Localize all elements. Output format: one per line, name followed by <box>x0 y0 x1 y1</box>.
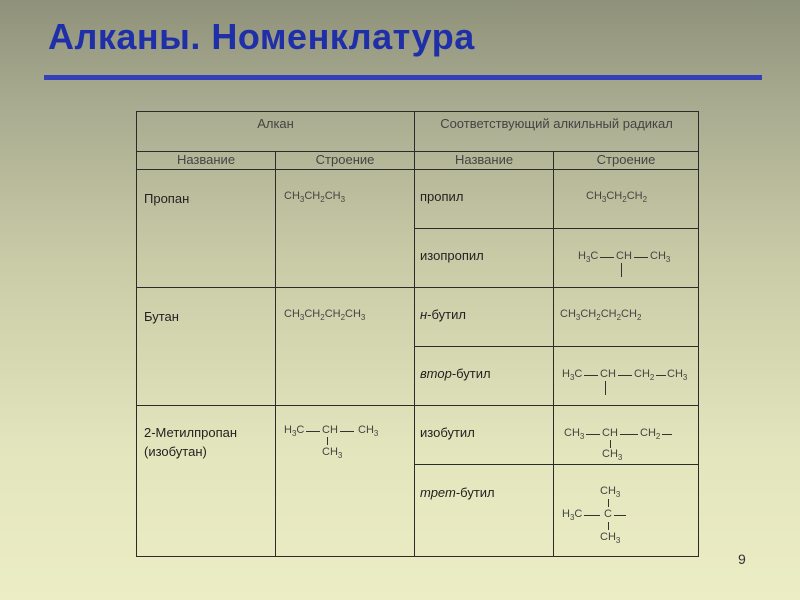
header-radical: Соответствующий алкильный радикал <box>415 112 699 152</box>
radical-name-isopropyl: изопропил <box>415 229 554 288</box>
slide-title: Алканы. Номенклатура <box>48 16 475 57</box>
radical-name-suffix: -бутил <box>451 366 491 382</box>
alkane-formula-butane: $CH_3CH_2CH_2CH_3$ <box>276 288 415 406</box>
subheader-radical-structure: Строение <box>554 151 699 169</box>
alkane-name-isobutane: 2-Метилпропан (изобутан) <box>137 406 276 557</box>
title-underline <box>44 75 762 80</box>
radical-formula-isobutyl: $CH_3$ CH $CH_2$ $CH_3$ <box>554 406 699 465</box>
radical-formula-n-butyl: $CH_3CH_2CH_2CH_2$ <box>554 288 699 347</box>
radical-name-n-butyl <box>415 288 554 347</box>
prefix-n: н <box>420 307 428 323</box>
page-number: 9 <box>738 551 746 567</box>
radical-name-suffix: -бутил <box>427 307 466 323</box>
radical-name-sec-butyl <box>415 347 554 406</box>
alkane-name-propane: Пропан <box>137 170 276 288</box>
subheader-alkane-name: Название <box>137 151 276 169</box>
radical-formula-propyl: $CH_3CH_2CH_2$ <box>554 170 699 229</box>
alkane-formula-isobutane: $H_3C$ CH $CH_3$ $CH_3$ <box>276 406 415 557</box>
subheader-radical-name: Название <box>415 151 554 169</box>
radical-formula-tert-butyl: $CH_3$ $H_3C$ C $CH_3$ <box>554 465 699 557</box>
radical-name-propyl: пропил <box>415 170 554 229</box>
alkane-name-butane: Бутан <box>137 288 276 406</box>
radical-name-suffix: -бутил <box>455 485 495 501</box>
radical-name-isobutyl: изобутил <box>415 406 554 465</box>
radical-name-tert-butyl <box>415 465 554 557</box>
radical-formula-isopropyl: $H_3C$ CH $CH_3$ <box>554 229 699 288</box>
alkane-formula-propane: $CH_3CH_2CH_3$ <box>276 170 415 288</box>
header-alkane: Алкан <box>137 112 415 152</box>
prefix-tret: трет <box>420 485 456 501</box>
prefix-vtor: втор <box>420 366 452 382</box>
subheader-alkane-structure: Строение <box>276 151 415 169</box>
nomenclature-table <box>136 111 699 557</box>
radical-formula-sec-butyl: $H_3C$ CH $CH_2$ $CH_3$ <box>554 347 699 406</box>
